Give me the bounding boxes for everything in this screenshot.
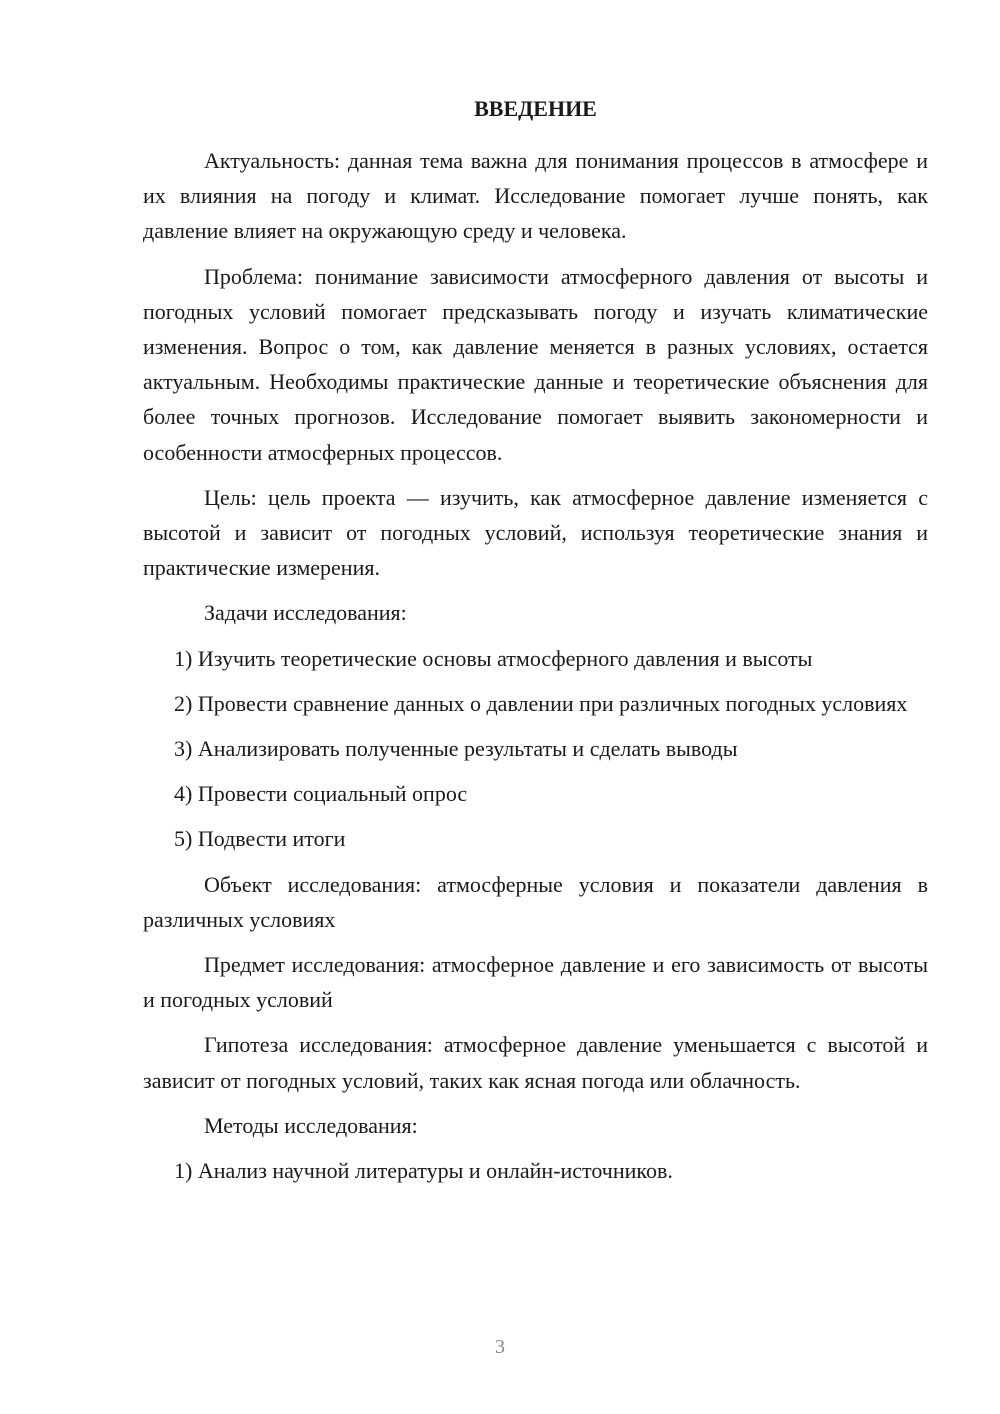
page-content	[143, 94, 928, 1198]
method-item: 1) Анализ научной литературы и онлайн-источников.	[174, 1158, 673, 1184]
section-title: ВВЕДЕНИЕ	[474, 96, 597, 121]
tasks-heading: Задачи исследования:	[204, 600, 407, 626]
hypothesis-paragraph: Гипотеза исследования: атмосферное давление уменьшается с высотой и зависит от погодных условий, таких как ясная погода или облачность.	[143, 1032, 928, 1093]
task-item: 3) Анализировать полученные результаты и сделать выводы	[174, 736, 738, 762]
task-item: 4) Провести социальный опрос	[174, 781, 468, 807]
task-item: 2) Провести сравнение данных о давлении при различных погодных условиях	[174, 690, 908, 716]
subject-paragraph: Предмет исследования: атмосферное давление и его зависимость от высоты и погодных условий	[143, 952, 928, 1013]
task-item: 1) Изучить теоретические основы атмосферного давления и высоты	[174, 645, 813, 671]
methods-heading: Методы исследования:	[204, 1112, 418, 1138]
goal-paragraph: Цель: цель проекта — изучить, как атмосферное давление изменяется с высотой и зависит от погодных условий, используя теоретические знания и практические измерения.	[143, 484, 928, 581]
object-paragraph: Объект исследования: атмосферные условия и показатели давления в различных условиях	[143, 871, 928, 932]
page-number: 3	[495, 1336, 505, 1358]
problem-paragraph: Проблема: понимание зависимости атмосферного давления от высоты и погодных условий помогает предсказывать погоду и изучать климатические изменения. Вопрос о том, как давление меняется в разных условиях, остается актуальным. Необходимы практические данные и теоретические объяснения для более точных прогнозов. Исследование помогает выявить закономерности и особенности атмосферных процессов.	[143, 263, 928, 465]
task-item: 5) Подвести итоги	[174, 826, 346, 852]
relevance-paragraph: Актуальность: данная тема важна для понимания процессов в атмосфере и их влияния на погоду и климат. Исследование помогает лучше понять, как давление влияет на окружающую среду и человека.	[143, 148, 928, 244]
